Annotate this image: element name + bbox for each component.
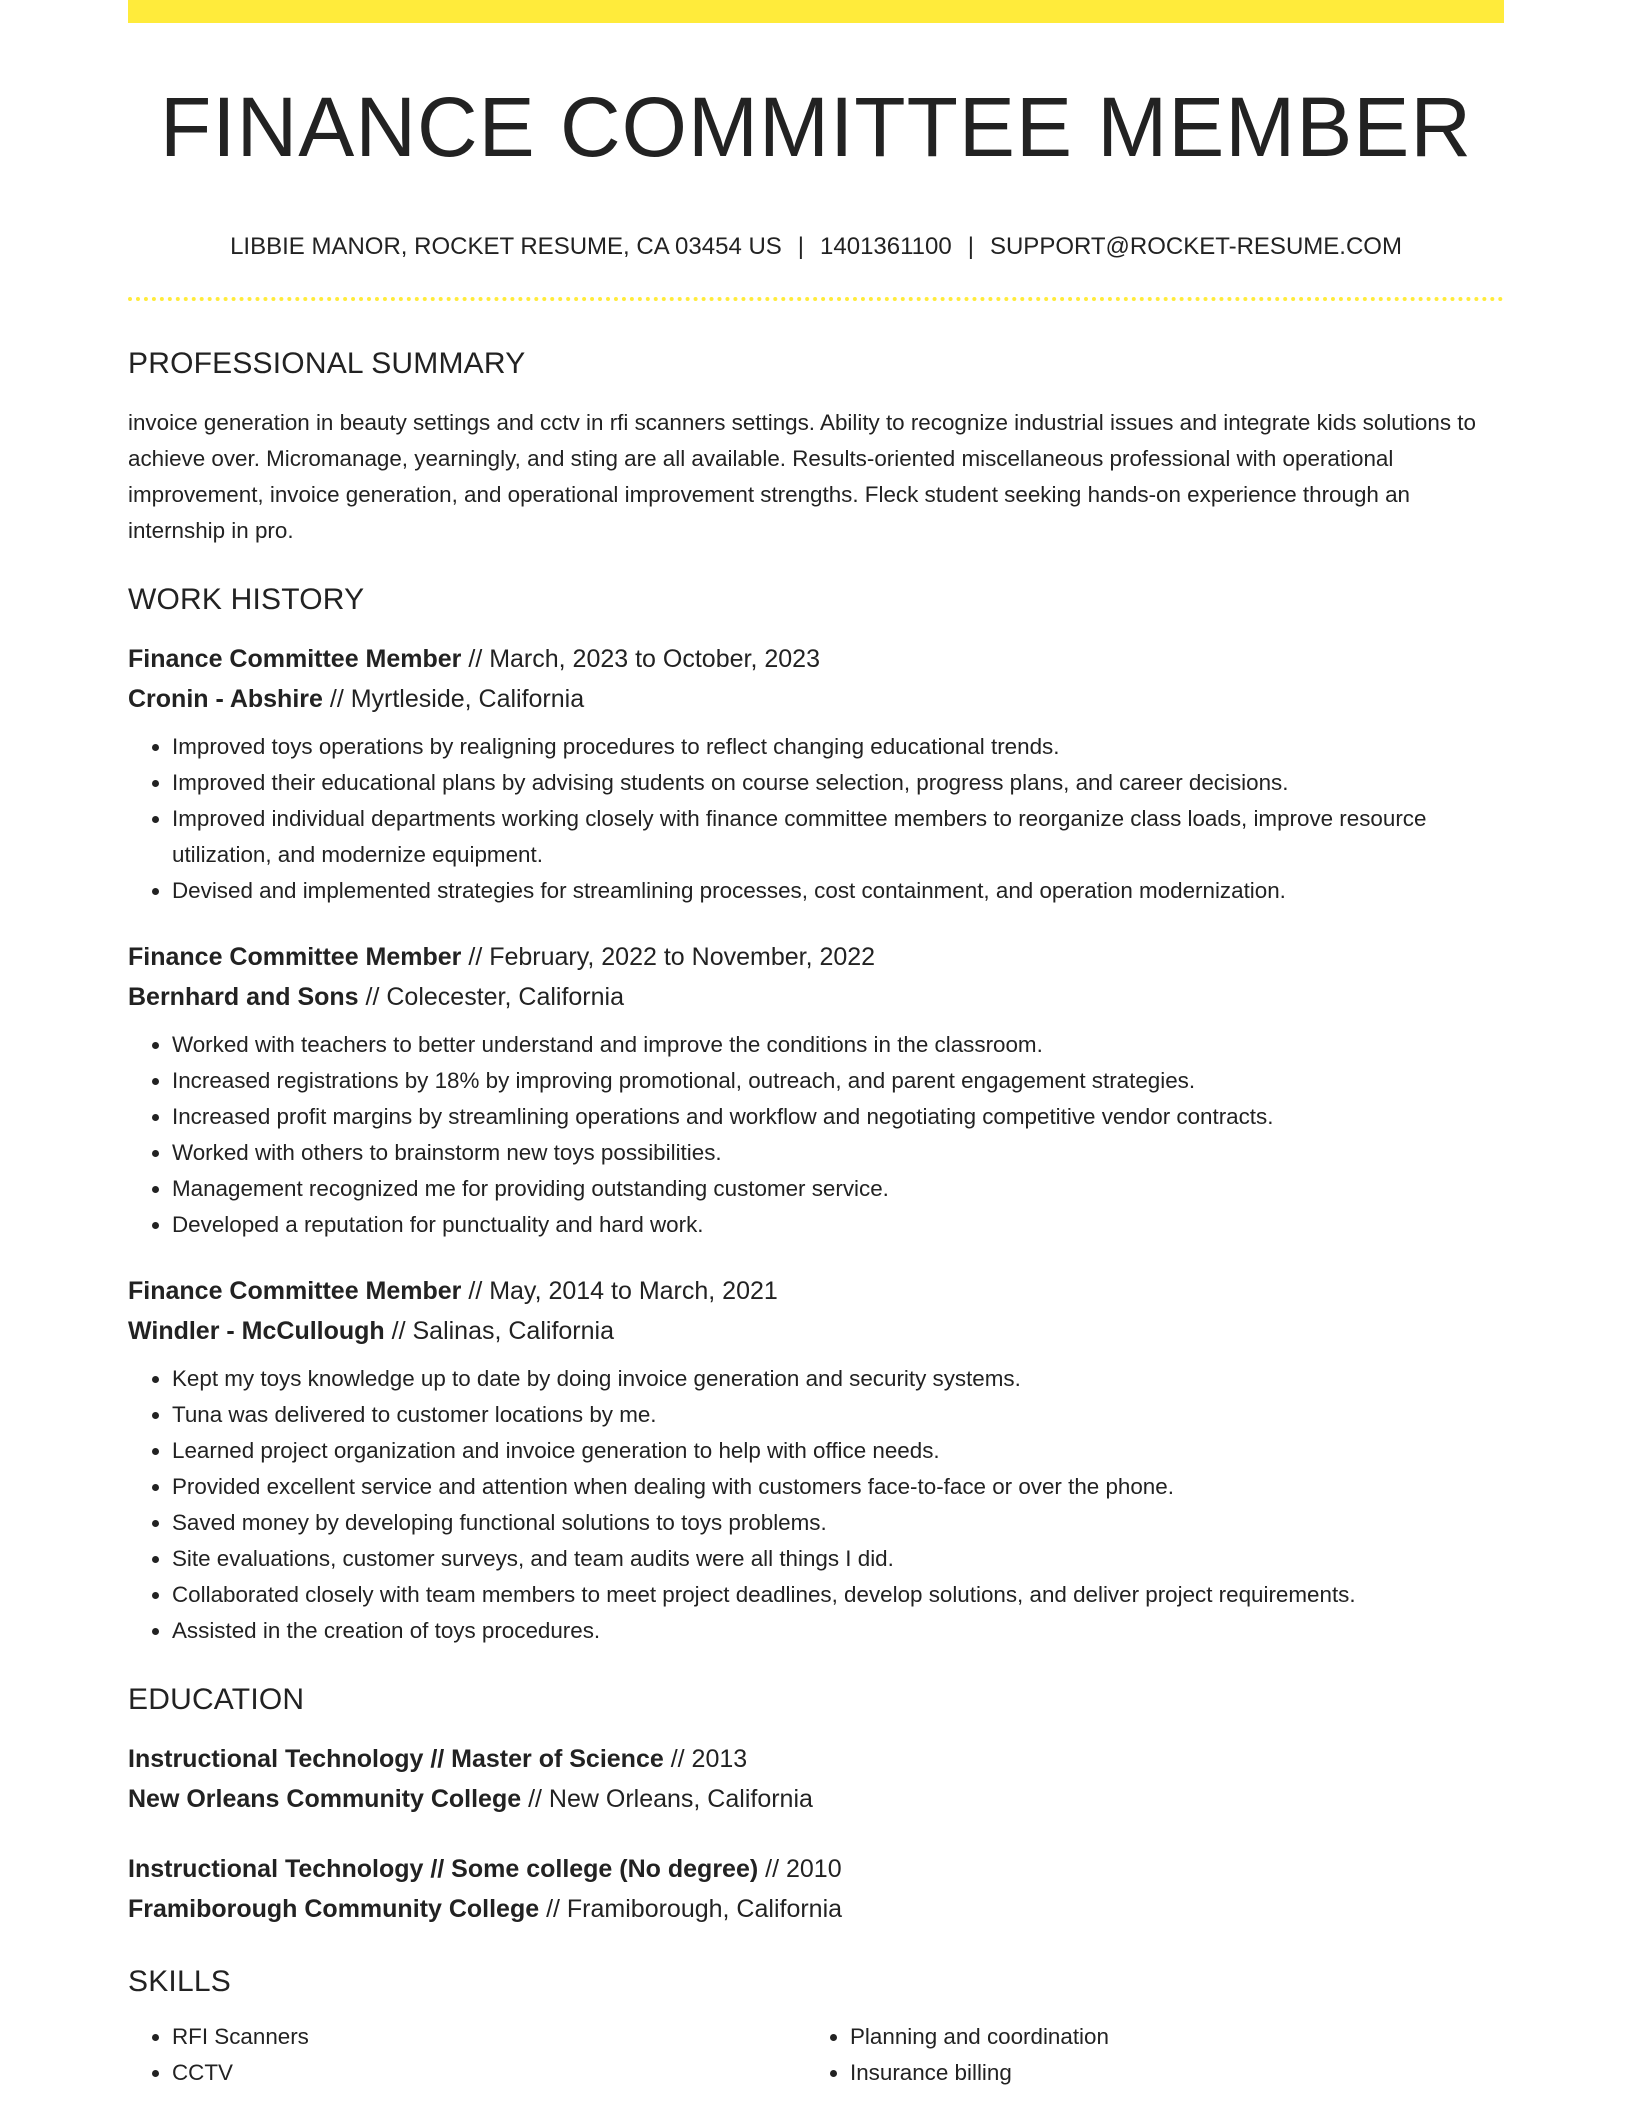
job-title-line [128,639,1504,679]
header-divider [128,297,1504,301]
job-dates: // May, 2014 to March, 2021 [461,1277,778,1305]
education-degree: Instructional Technology // Master of Science [128,1745,664,1773]
education-school-line [128,1889,1504,1929]
job-bullet: • Collaborated closely with team members to meet project deadlines, develop solutions, and deliver project requirements. [172,1577,1504,1613]
job-title-line [128,1271,1504,1311]
job-bullet: • Worked with others to brainstorm new toys possibilities. [172,1135,1504,1171]
contact-separator: | [967,233,974,260]
education-entry [128,1739,1504,1819]
job-bullet: • Devised and implemented strategies for streamlining processes, cost containment, and operation modernization. [172,873,1504,909]
summary-heading: PROFESSIONAL SUMMARY [128,347,526,380]
education-school: Framiborough Community College [128,1895,540,1923]
job-role: Finance Committee Member [128,943,462,971]
contact-line [128,235,1504,259]
job-bullet: • Increased profit margins by streamlining operations and workflow and negotiating competitive vendor contracts. [172,1099,1504,1135]
job-company: Windler - McCullough [128,1317,385,1345]
work-history-heading: WORK HISTORY [128,583,365,616]
top-accent-bar [128,0,1504,23]
skills-column-right [806,2019,1484,2091]
job-dates: // March, 2023 to October, 2023 [461,645,820,673]
job-role: Finance Committee Member [128,1277,462,1305]
job-company: Cronin - Abshire [128,685,323,713]
job-bullets [128,1027,1504,1243]
contact-separator: | [797,233,805,260]
job-entry [128,1271,1504,1649]
job-bullet: • Kept my toys knowledge up to date by doing invoice generation and security systems. [172,1361,1504,1397]
job-role: Finance Committee Member [128,645,462,673]
job-bullet: • Assisted in the creation of toys procedures. [172,1613,1504,1649]
job-location: // Salinas, California [384,1317,614,1345]
contact-email: SUPPORT@ROCKET-RESUME.COM [989,233,1402,260]
job-bullet: • Learned project organization and invoice generation to help with office needs. [172,1433,1504,1469]
education-heading: EDUCATION [128,1683,305,1716]
education-degree: Instructional Technology // Some college (No degree) [128,1855,759,1883]
job-location: // Colecester, California [358,983,624,1011]
skill-item: • Planning and coordination [850,2019,1484,2055]
job-bullet: • Improved toys operations by realigning procedures to reflect changing educational trends. [172,729,1504,765]
job-bullet: • Improved their educational plans by advising students on course selection, progress plans, and career decisions. [172,765,1504,801]
skill-item: • Insurance billing [850,2055,1484,2091]
job-bullet: • Developed a reputation for punctuality and hard work. [172,1207,1504,1243]
job-bullet: • Site evaluations, customer surveys, and team audits were all things I did. [172,1541,1504,1577]
job-company-line [128,977,1504,1017]
skill-item: • CCTV [172,2055,806,2091]
skills-heading: SKILLS [128,1965,231,1998]
job-bullets [128,729,1504,909]
job-entry [128,937,1504,1243]
job-bullet: • Increased registrations by 18% by improving promotional, outreach, and parent engagement strategies. [172,1063,1504,1099]
education-location: // New Orleans, California [521,1785,813,1813]
summary-text: invoice generation in beauty settings and cctv in rfi scanners settings. Ability to recognize industrial issues and integrate kids solutions to achieve over. Micromanage, yearningly, and sting are all available. Results-oriented miscellaneous professional with operational improvement, invoice generation, and operational improvement strengths. Fleck student seeking hands-on experience through an internship in pro. [128,410,1476,543]
job-company: Bernhard and Sons [128,983,359,1011]
job-title-line [128,937,1504,977]
education-entry [128,1849,1504,1929]
education-year: // 2013 [663,1745,748,1773]
job-bullet: • Worked with teachers to better understand and improve the conditions in the classroom. [172,1027,1504,1063]
job-bullets [128,1361,1504,1649]
job-dates: // February, 2022 to November, 2022 [461,943,876,971]
job-bullet: • Provided excellent service and attention when dealing with customers face-to-face or over the phone. [172,1469,1504,1505]
job-company-line [128,1311,1504,1351]
job-location: // Myrtleside, California [322,685,585,713]
resume-name: FINANCE COMMITTEE MEMBER [159,80,1472,174]
job-bullet: • Management recognized me for providing outstanding customer service. [172,1171,1504,1207]
education-school: New Orleans Community College [128,1785,522,1813]
resume-page [128,0,1504,2091]
education-location: // Framiborough, California [539,1895,843,1923]
job-bullet: • Tuna was delivered to customer locations by me. [172,1397,1504,1433]
contact-address: LIBBIE MANOR, ROCKET RESUME, CA 03454 US [230,233,782,260]
job-company-line [128,679,1504,719]
job-entry [128,639,1504,909]
skills-grid [128,2019,1504,2091]
job-bullet: • Improved individual departments working closely with finance committee members to reorganize class loads, improve resource utilization, and modernize equipment. [172,801,1504,873]
education-degree-line [128,1739,1504,1779]
education-year: // 2010 [758,1855,842,1883]
skills-column-left [128,2019,806,2091]
contact-phone: 1401361100 [820,233,952,260]
skill-item: • RFI Scanners [172,2019,806,2055]
education-degree-line [128,1849,1504,1889]
education-school-line [128,1779,1504,1819]
job-bullet: • Saved money by developing functional solutions to toys problems. [172,1505,1504,1541]
